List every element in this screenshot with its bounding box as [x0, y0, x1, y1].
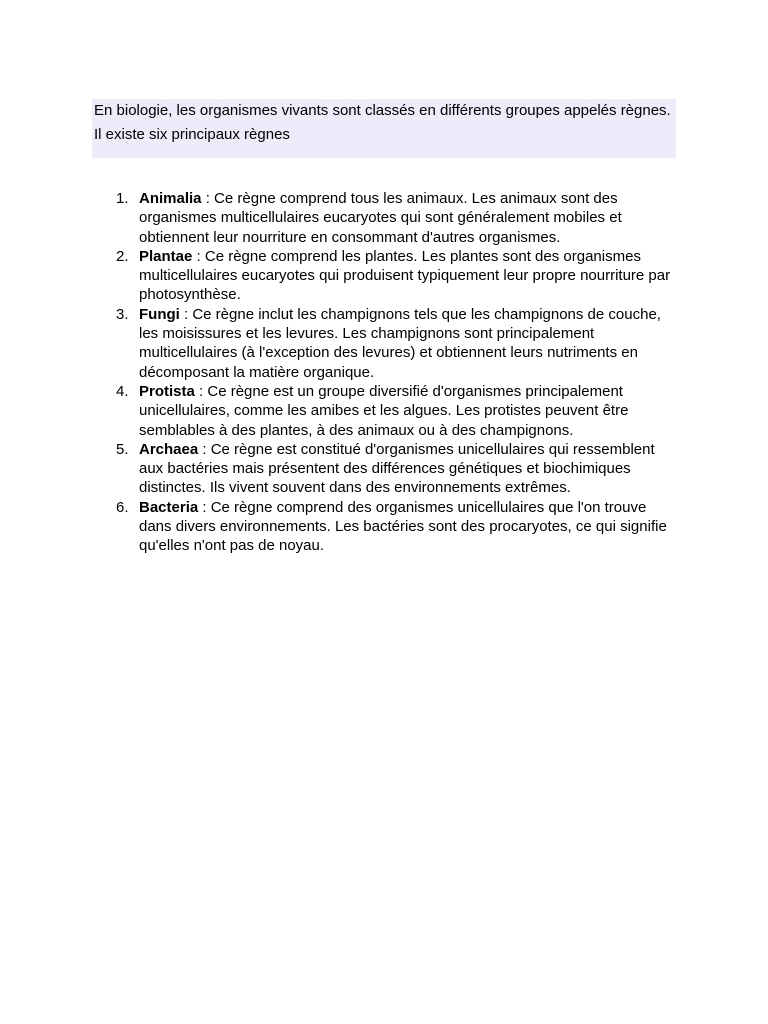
kingdom-description: : Ce règne comprend les plantes. Les plantes sont des organismes multicellulaires eucaryotes qui produisent typiquement leur propre nourriture par photosynthèse.	[139, 247, 671, 304]
kingdom-name: Fungi	[139, 305, 180, 323]
kingdom-description: : Ce règne comprend des organismes unicellulaires que l'on trouve dans divers environnements. Les bactéries sont des procaryotes, ce qui signifie qu'elles n'ont pas de noyau.	[139, 498, 667, 555]
kingdom-item-archaea	[92, 440, 682, 498]
kingdom-description: : Ce règne est constitué d'organismes unicellulaires qui ressemblent aux bactéries mais présentent des différences génétiques et biochimiques distinctes. Ils vivent souvent dans des environnements extrêmes.	[139, 440, 655, 497]
kingdom-description: : Ce règne comprend tous les animaux. Les animaux sont des organismes multicellulaires eucaryotes qui sont généralement mobiles et obtiennent leur nourriture en consommant d'autres organismes.	[139, 190, 622, 246]
item-number: 4.	[116, 382, 129, 400]
kingdom-item-animalia	[92, 189, 682, 247]
kingdom-description: : Ce règne est un groupe diversifié d'organismes principalement unicellulaires, comme les amibes et les algues. Les protistes peuvent être semblables à des plantes, à des animaux ou à des champignons.	[139, 382, 629, 439]
kingdom-list	[92, 189, 682, 556]
kingdom-name: Protista	[139, 382, 195, 400]
kingdom-item-protista	[92, 382, 682, 440]
kingdom-description: : Ce règne inclut les champignons tels que les champignons de couche, les moisissures et les levures. Les champignons sont principalement multicellulaires (à l'exception des levures) et obtiennent leurs nutriments en décomposant la matière organique.	[139, 305, 661, 381]
intro-box	[92, 99, 676, 158]
item-number: 2.	[116, 247, 129, 265]
item-number: 3.	[116, 305, 129, 323]
item-number: 6.	[116, 498, 129, 516]
item-number: 1.	[116, 190, 129, 207]
kingdom-name: Bacteria	[139, 498, 199, 516]
kingdom-name: Animalia	[139, 190, 202, 207]
intro-text: En biologie, les organismes vivants sont classés en différents groupes appelés règnes. Il existe six principaux règnes	[94, 102, 671, 143]
kingdom-item-fungi	[92, 305, 682, 382]
kingdom-item-bacteria	[92, 498, 682, 556]
kingdom-name: Plantae	[139, 247, 193, 265]
kingdom-name: Archaea	[139, 440, 199, 458]
item-number: 5.	[116, 440, 129, 458]
kingdom-item-plantae	[92, 247, 682, 305]
